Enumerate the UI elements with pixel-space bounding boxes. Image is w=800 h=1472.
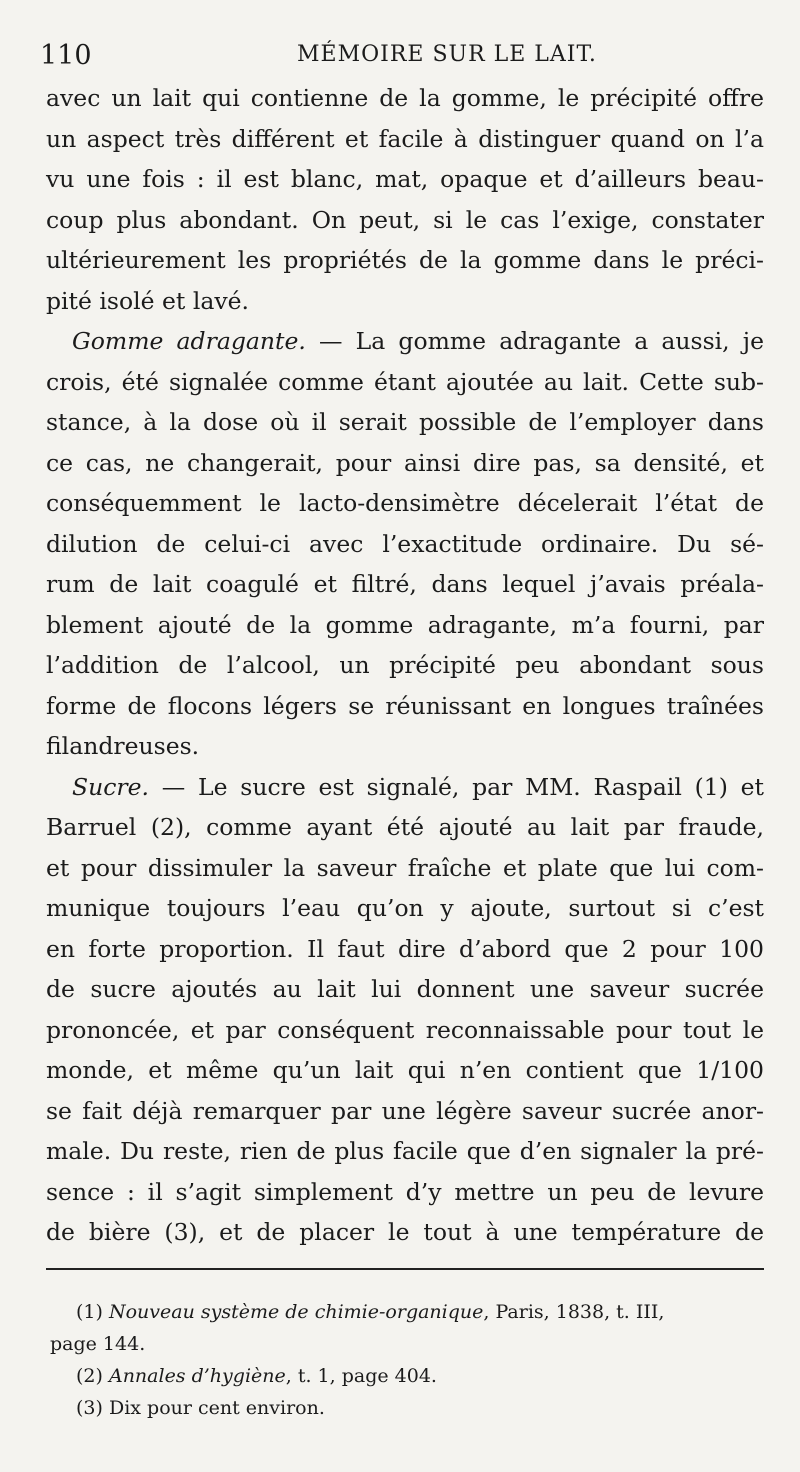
line-text: de bière (3), et de placer le tout à une température de [46, 1218, 764, 1246]
footnote-3 [50, 1392, 764, 1424]
line-text: — La gomme adragante a aussi, je [305, 327, 764, 355]
line-text: rum de lait coagulé et filtré, dans lequel j’avais préala- [46, 570, 764, 598]
footnote-1-continuation: page 144. [50, 1333, 146, 1355]
line-text: et pour dissimuler la saveur fraîche et plate que lui com- [46, 853, 764, 882]
footnote-2-title: Annales d’hygiène [108, 1365, 286, 1387]
text-line [46, 240, 764, 281]
text-line [46, 524, 764, 565]
line-text: en forte proportion. Il faut dire d’abord que 2 pour 100 [46, 934, 764, 963]
line-text: conséquemment le lacto-densimètre décelerait l’état de [46, 489, 764, 517]
line-text: se fait déjà remarquer par une légère saveur sucrée anor- [46, 1096, 764, 1125]
footnote-2-details: , t. 1, page 404. [285, 1365, 437, 1387]
line-text: vu une fois : il est blanc, mat, opaque et d’ailleurs beau- [46, 165, 764, 193]
line-text: crois, été signalée comme étant ajoutée au lait. Cette sub- [46, 367, 764, 396]
line-text: ce cas, ne changerait, pour ainsi dire pas, sa densité, et [46, 448, 764, 477]
line-text: coup plus abondant. On peut, si le cas l’exige, constater [46, 205, 764, 234]
line-text: Barruel (2), comme ayant été ajouté au lait par fraude, [46, 813, 764, 841]
footnote-2 [50, 1360, 764, 1392]
line-text: filandreuses. [46, 732, 200, 760]
text-line [46, 119, 764, 160]
line-text: avec un lait qui contienne de la gomme, le précipité offre [46, 84, 764, 112]
text-line [46, 564, 764, 605]
text-line [46, 686, 764, 727]
footnote-1 [50, 1296, 764, 1328]
line-text: sence : il s’agit simplement d’y mettre un peu de levure [46, 1177, 764, 1206]
line-text: forme de flocons légers se réunissant en longues traînées [46, 691, 764, 720]
text-line [46, 1172, 764, 1213]
text-line [46, 402, 764, 443]
footnote-1-details: , Paris, 1838, t. III, [483, 1301, 665, 1323]
footnote-rule [46, 1268, 764, 1270]
footnote-1-title: Nouveau système de chimie-organique [108, 1301, 484, 1323]
text-line [46, 1010, 764, 1051]
page-header [40, 38, 760, 78]
text-line [46, 888, 764, 929]
line-text: l’addition de l’alcool, un précipité peu abondant sous [46, 651, 764, 679]
text-line [46, 807, 764, 848]
text-line [46, 767, 764, 808]
section-lead: Gomme adragante. [72, 327, 306, 355]
line-text: stance, à la dose où il serait possible de l’employer dans [46, 408, 764, 436]
text-line [46, 929, 764, 970]
line-text: un aspect très différent et facile à distinguer quand on l’a [46, 124, 764, 153]
text-line [46, 969, 764, 1010]
footnote-2-mark: (2) [76, 1365, 103, 1387]
text-line [46, 645, 764, 686]
line-text: de sucre ajoutés au lait lui donnent une saveur sucrée [46, 975, 764, 1003]
running-title: MÉMOIRE SUR LE LAIT. [297, 42, 597, 67]
text-line [46, 321, 764, 362]
text-line [46, 1212, 764, 1253]
text-line [46, 1050, 764, 1091]
footnotes [50, 1296, 764, 1424]
line-text: blement ajouté de la gomme adragante, m’a fourni, par [46, 610, 764, 639]
text-line [46, 159, 764, 200]
text-line [46, 483, 764, 524]
text-line [46, 605, 764, 646]
text-line [46, 848, 764, 889]
line-text: dilution de celui-ci avec l’exactitude ordinaire. Du sé- [46, 529, 764, 558]
text-line [46, 726, 764, 767]
text-line [46, 1091, 764, 1132]
section-lead: Sucre. [72, 772, 150, 801]
line-text: munique toujours l’eau qu’on y ajoute, surtout si c’est [46, 894, 764, 922]
footnote-1-mark: (1) [76, 1301, 103, 1323]
text-line [46, 200, 764, 241]
line-text: — Le sucre est signalé, par MM. Raspail (1) et [149, 772, 764, 801]
line-text: ultérieurement les propriétés de la gomme dans le préci- [46, 246, 764, 274]
line-text: male. Du reste, rien de plus facile que d’en signaler la pré- [46, 1137, 764, 1165]
line-text: monde, et même qu’un lait qui n’en contient que 1/100 [46, 1056, 764, 1084]
line-text: prononcée, et par conséquent reconnaissable pour tout le [46, 1015, 764, 1044]
text-line [46, 281, 764, 322]
footnote-3-mark: (3) [76, 1397, 103, 1419]
line-text: pité isolé et lavé. [46, 286, 249, 315]
page-number: 110 [40, 40, 92, 71]
footnote-3-text: Dix pour cent environ. [108, 1397, 325, 1419]
body-text [46, 78, 764, 1253]
text-line [46, 443, 764, 484]
text-line [46, 362, 764, 403]
text-line [46, 1131, 764, 1172]
text-line [46, 78, 764, 119]
